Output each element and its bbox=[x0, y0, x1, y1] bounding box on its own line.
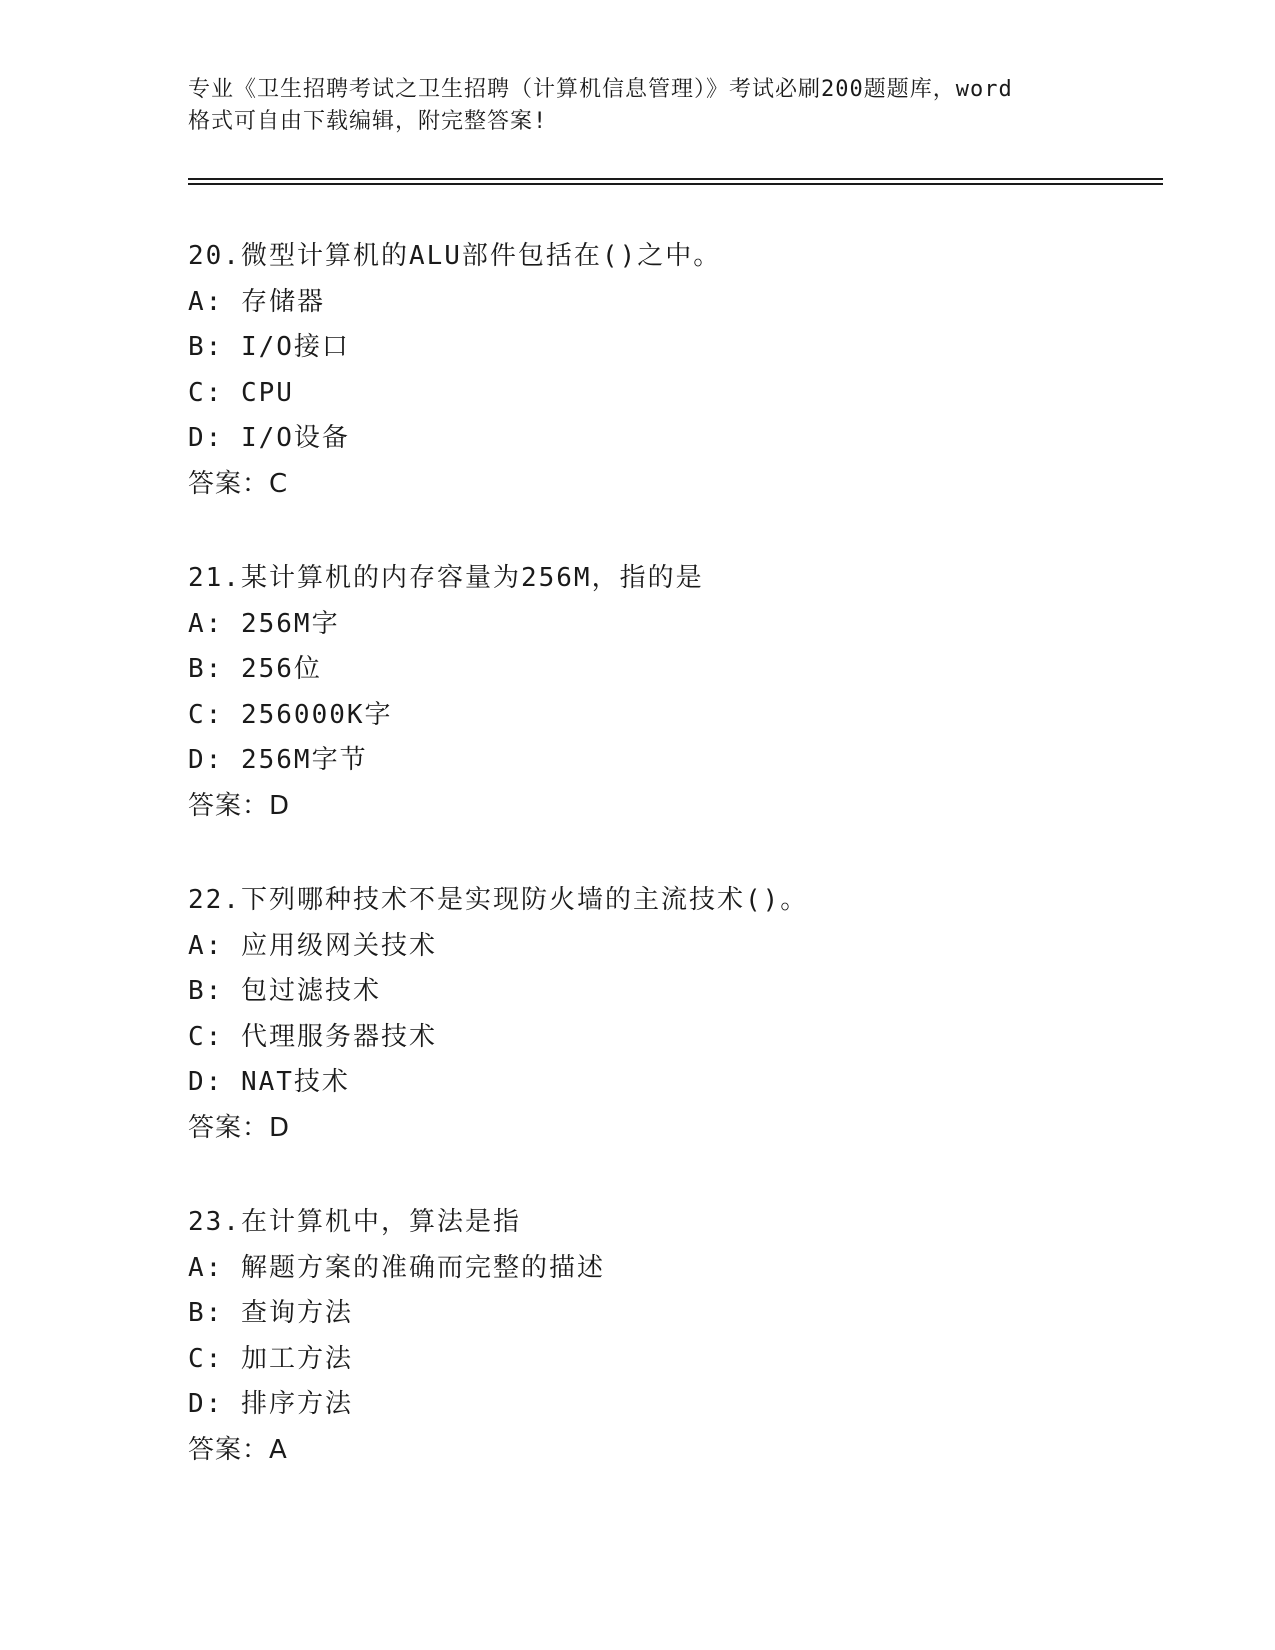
option-a: A: 存储器 bbox=[188, 286, 325, 317]
answer-line: 答案：D bbox=[188, 790, 291, 821]
header-divider-top bbox=[188, 178, 1163, 180]
question-item bbox=[188, 234, 1148, 556]
option-d: D: I/O设备 bbox=[188, 423, 350, 454]
answer-line: 答案：D bbox=[188, 1112, 291, 1143]
answer-line: 答案：C bbox=[188, 468, 289, 499]
question-stem: 23.在计算机中，算法是指 bbox=[188, 1207, 521, 1237]
option-d: D: 排序方法 bbox=[188, 1389, 353, 1420]
option-b: B: 256位 bbox=[188, 654, 322, 685]
header-divider-bottom bbox=[188, 183, 1163, 185]
header-line-1: 专业《卫生招聘考试之卫生招聘（计算机信息管理）》考试必刷200题题库，word bbox=[188, 77, 1013, 102]
question-stem: 20.微型计算机的ALU部件包括在()之中。 bbox=[188, 241, 722, 271]
header-line-2: 格式可自由下载编辑，附完整答案! bbox=[188, 109, 548, 134]
document-header bbox=[188, 74, 1088, 138]
option-d: D: 256M字节 bbox=[188, 745, 368, 776]
answer-line: 答案：A bbox=[188, 1434, 288, 1465]
question-item bbox=[188, 556, 1148, 878]
option-c: C: 256000K字 bbox=[188, 699, 393, 730]
option-a: A: 解题方案的准确而完整的描述 bbox=[188, 1252, 605, 1283]
option-c: C: 加工方法 bbox=[188, 1343, 353, 1374]
option-c: C: 代理服务器技术 bbox=[188, 1021, 437, 1052]
option-b: B: 查询方法 bbox=[188, 1298, 353, 1329]
option-c: C: CPU bbox=[188, 377, 294, 408]
question-item bbox=[188, 878, 1148, 1200]
option-b: B: I/O接口 bbox=[188, 332, 350, 363]
question-stem: 21.某计算机的内存容量为256M，指的是 bbox=[188, 563, 704, 593]
option-a: A: 256M字 bbox=[188, 608, 340, 639]
question-item bbox=[188, 1200, 1148, 1522]
option-d: D: NAT技术 bbox=[188, 1067, 350, 1098]
question-list bbox=[188, 234, 1148, 1522]
question-stem: 22.下列哪种技术不是实现防火墙的主流技术()。 bbox=[188, 885, 809, 915]
option-a: A: 应用级网关技术 bbox=[188, 930, 437, 961]
option-b: B: 包过滤技术 bbox=[188, 976, 381, 1007]
